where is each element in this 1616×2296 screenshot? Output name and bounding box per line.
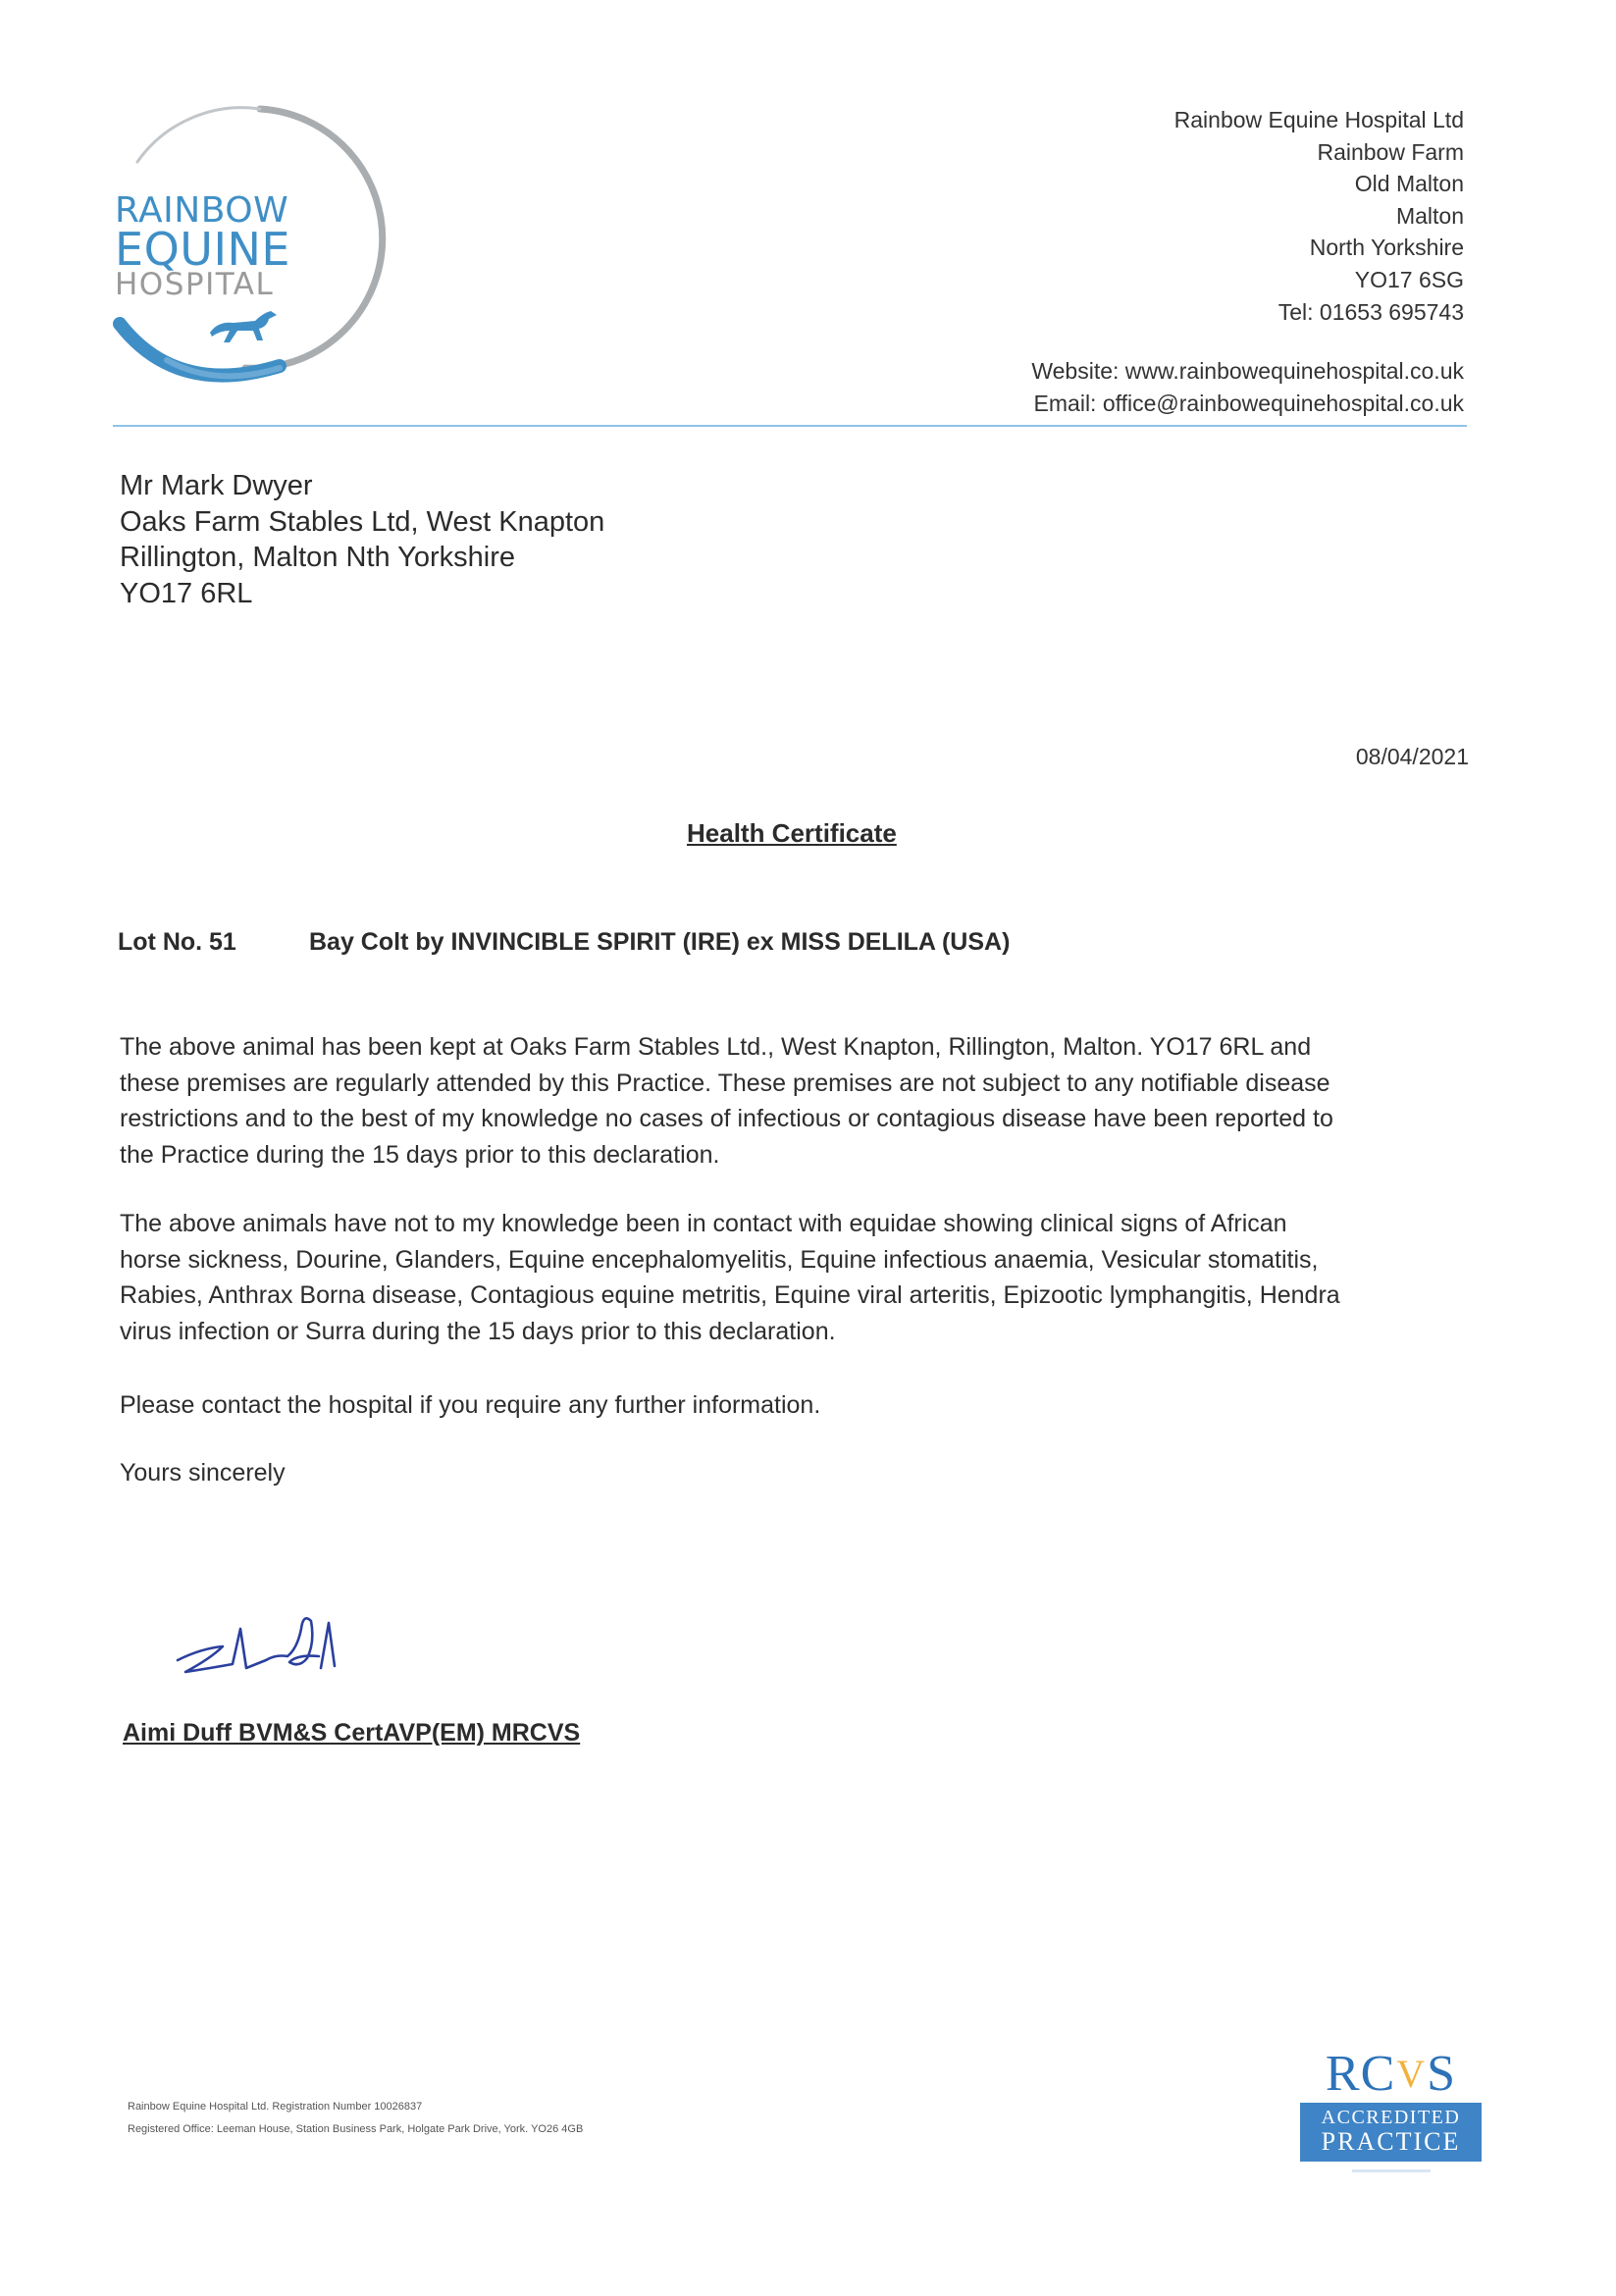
signature-icon xyxy=(172,1599,358,1697)
paragraph-line: The above animals have not to my knowledge been in contact with equidae showing clinical signs of African xyxy=(120,1210,1287,1237)
letter-date: 08/04/2021 xyxy=(1355,744,1469,769)
hospital-contact xyxy=(1031,355,1464,419)
lot-description: Bay Colt by INVINCIBLE SPIRIT (IRE) ex MISS DELILA (USA) xyxy=(309,928,1011,956)
recipient-name: Mr Mark Dwyer xyxy=(120,470,313,501)
paragraph-line: the Practice during the 15 days prior to this declaration. xyxy=(120,1140,720,1169)
footer-registration: Rainbow Equine Hospital Ltd. Registration Number 10026837 xyxy=(128,2101,423,2113)
address-line: Rainbow Farm xyxy=(1317,138,1464,165)
paragraph-line: virus infection or Surra during the 15 days prior to this declaration. xyxy=(120,1317,836,1345)
paragraph-line: restrictions and to the best of my knowledge no cases of infectious or contagious disease have been reported to xyxy=(120,1105,1333,1132)
address-line: YO17 6SG xyxy=(1354,266,1464,292)
hospital-email: Email: office@rainbowequinehospital.co.uk xyxy=(1033,390,1464,416)
paragraph-line: Please contact the hospital if you require any further information. xyxy=(120,1391,821,1419)
page-title: Health Certificate xyxy=(687,818,897,848)
rcvs-v-mark: V xyxy=(1396,2052,1427,2096)
footer-registered-office: Registered Office: Leeman House, Station Business Park, Holgate Park Drive, York. YO26 4GB xyxy=(128,2123,584,2135)
recipient-address xyxy=(120,468,604,611)
rcvs-underline xyxy=(1352,2169,1431,2172)
signatory-name: Aimi Duff BVM&S CertAVP(EM) MRCVS xyxy=(123,1719,581,1747)
address-line: Old Malton xyxy=(1354,171,1464,197)
paragraph-line: these premises are regularly attended by this Practice. These premises are not subject to any notifiable disease xyxy=(120,1069,1330,1097)
rcvs-accredited: ACCREDITED xyxy=(1321,2107,1461,2128)
hospital-name: Rainbow Equine Hospital Ltd xyxy=(1173,107,1464,132)
paragraph-line: horse sickness, Dourine, Glanders, Equine encephalomyelitis, Equine infectious anaemia, Vesicular stomatitis, xyxy=(120,1245,1319,1274)
paragraph-line: Rabies, Anthrax Borna disease, Contagious equine metritis, Equine viral arteritis, Epizootic lymphangitis, Hendra xyxy=(120,1281,1340,1309)
rcvs-accredited-box xyxy=(1300,2103,1482,2162)
body-paragraph-diseases xyxy=(120,1206,1493,1349)
rcvs-badge xyxy=(1300,2046,1482,2172)
lot-line xyxy=(118,928,1010,957)
paragraph-line: The above animal has been kept at Oaks Farm Stables Ltd., West Knapton, Rillington, Malton. YO17 6RL and xyxy=(120,1033,1312,1061)
rcvs-wordmark xyxy=(1300,2046,1482,2103)
horse-icon xyxy=(204,307,283,348)
logo-line-rainbow: RAINBOW xyxy=(115,190,289,231)
lot-number: Lot No. 51 xyxy=(118,928,236,956)
logo-line-equine: EQUINE xyxy=(115,223,290,276)
address-line: Malton xyxy=(1395,202,1464,229)
footer xyxy=(128,2096,583,2141)
hospital-address xyxy=(1174,104,1464,328)
header-divider xyxy=(113,425,1467,427)
body-paragraph-premises xyxy=(120,1029,1493,1173)
address-line: North Yorkshire xyxy=(1309,235,1464,261)
hospital-website: Website: www.rainbowequinehospital.co.uk xyxy=(1031,358,1464,384)
rcvs-letters-right: S xyxy=(1427,2046,1457,2102)
recipient-line: Rillington, Malton Nth Yorkshire xyxy=(120,542,515,573)
rcvs-letters-left: RC xyxy=(1325,2046,1396,2102)
recipient-line: Oaks Farm Stables Ltd, West Knapton xyxy=(120,505,605,538)
hospital-tel: Tel: 01653 695743 xyxy=(1277,298,1464,325)
body-paragraph-contact xyxy=(120,1387,1493,1424)
closing-salutation: Yours sincerely xyxy=(120,1459,286,1487)
logo-line-hospital: HOSPITAL xyxy=(115,267,275,302)
recipient-line: YO17 6RL xyxy=(120,577,253,609)
hospital-logo xyxy=(108,103,392,388)
rcvs-practice: PRACTICE xyxy=(1321,2127,1461,2156)
